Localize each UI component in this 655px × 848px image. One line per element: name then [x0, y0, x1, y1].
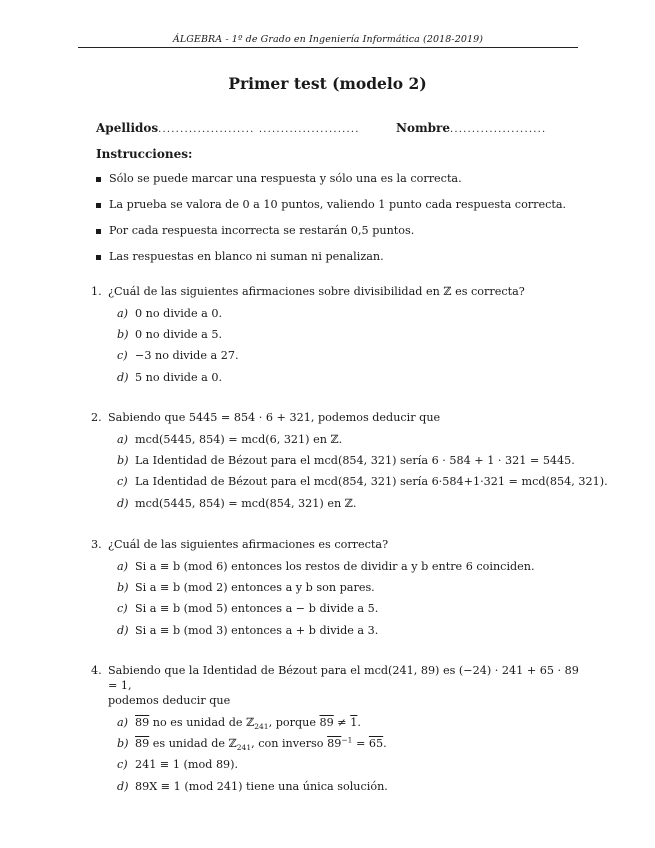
- question-number: 1.: [91, 285, 102, 298]
- exam-title: Primer test (modelo 2): [228, 74, 427, 93]
- instruction-item: Sólo se puede marcar una respuesta y sólo una es la correcta.: [96, 172, 576, 198]
- question-3: [91, 537, 586, 645]
- option-c: c) La Identidad de Bézout para el mcd(854, 321) sería 6·584+1·321 = mcd(854, 321).: [117, 475, 608, 489]
- option-d: d) 5 no divide a 0.: [117, 370, 223, 384]
- option-d: d) Si a ≡ b (mod 3) entonces a + b divide a 3.: [117, 623, 379, 637]
- question-number: 3.: [91, 538, 102, 551]
- name-label: Nombre: [395, 121, 450, 135]
- question-text: Sabiendo que la Identidad de Bézout para el mcd(241, 89) es (−24) · 241 + 65 · 89 = 1, podemos deducir que: [108, 664, 579, 707]
- instructions-title: Instrucciones:: [96, 147, 193, 161]
- options-list: [117, 307, 586, 392]
- option-c: c) Si a ≡ b (mod 5) entonces a − b divide a 5.: [117, 602, 379, 616]
- bullet-square-icon: [96, 177, 101, 182]
- bullet-square-icon: [96, 255, 101, 260]
- instruction-item: Las respuestas en blanco ni suman ni penalizan.: [96, 250, 576, 276]
- option-c: c) 241 ≡ 1 (mod 89).: [117, 758, 239, 772]
- option-b: b) 89 es unidad de ℤ$_{241}$, con inverso $89^{-1} = 65$.: [117, 735, 387, 753]
- option-b: b) 0 no divide a 5.: [117, 328, 223, 342]
- instruction-item: La prueba se valora de 0 a 10 puntos, valiendo 1 punto cada respuesta correcta.: [96, 198, 576, 224]
- option-d: d) 89X ≡ 1 (mod 241) tiene una única solución.: [117, 779, 388, 793]
- bullet-square-icon: [96, 203, 101, 208]
- question-2: [91, 410, 608, 518]
- surname-label: Apellidos: [96, 121, 159, 135]
- option-a: a) 89 no es unidad de ℤ$_{241}$, porque 89 ≠ 1.: [117, 716, 361, 732]
- question-number: 4.: [91, 664, 102, 677]
- options-list: [117, 716, 586, 801]
- option-a: a) Si a ≡ b (mod 6) entonces los restos de dividir a y b entre 6 coinciden.: [117, 560, 535, 573]
- option-a: a) mcd(5445, 854) = mcd(6, 321) en ℤ.: [117, 433, 343, 446]
- option-c: c) −3 no divide a 27.: [117, 349, 239, 363]
- name-fields: [96, 121, 576, 135]
- options-list: [117, 433, 608, 518]
- surname-blank: ...................... .......................: [158, 124, 360, 135]
- instructions-list: [96, 172, 576, 276]
- option-a: a) 0 no divide a 0.: [117, 307, 223, 320]
- options-list: [117, 560, 586, 645]
- question-text: ¿Cuál de las siguientes afirmaciones sobre divisibilidad en ℤ es correcta?: [108, 285, 525, 298]
- instruction-item: Por cada respuesta incorrecta se restarán 0,5 puntos.: [96, 224, 576, 250]
- question-text: ¿Cuál de las siguientes afirmaciones es correcta?: [108, 538, 389, 551]
- question-number: 2.: [91, 411, 102, 424]
- bullet-square-icon: [96, 229, 101, 234]
- header-rule: [78, 47, 578, 48]
- question-4: [91, 663, 586, 801]
- question-1: [91, 284, 586, 392]
- option-b: b) Si a ≡ b (mod 2) entonces a y b son pares.: [117, 581, 375, 595]
- running-header: ÁLGEBRA - 1º de Grado en Ingeniería Informática (2018-2019): [172, 34, 484, 45]
- name-blank: ......................: [450, 124, 547, 135]
- question-text: Sabiendo que 5445 = 854 · 6 + 321, podemos deducir que: [108, 411, 441, 424]
- option-b: b) La Identidad de Bézout para el mcd(854, 321) sería 6 · 584 + 1 · 321 = 5445.: [117, 454, 575, 468]
- option-d: d) mcd(5445, 854) = mcd(854, 321) en ℤ.: [117, 496, 357, 510]
